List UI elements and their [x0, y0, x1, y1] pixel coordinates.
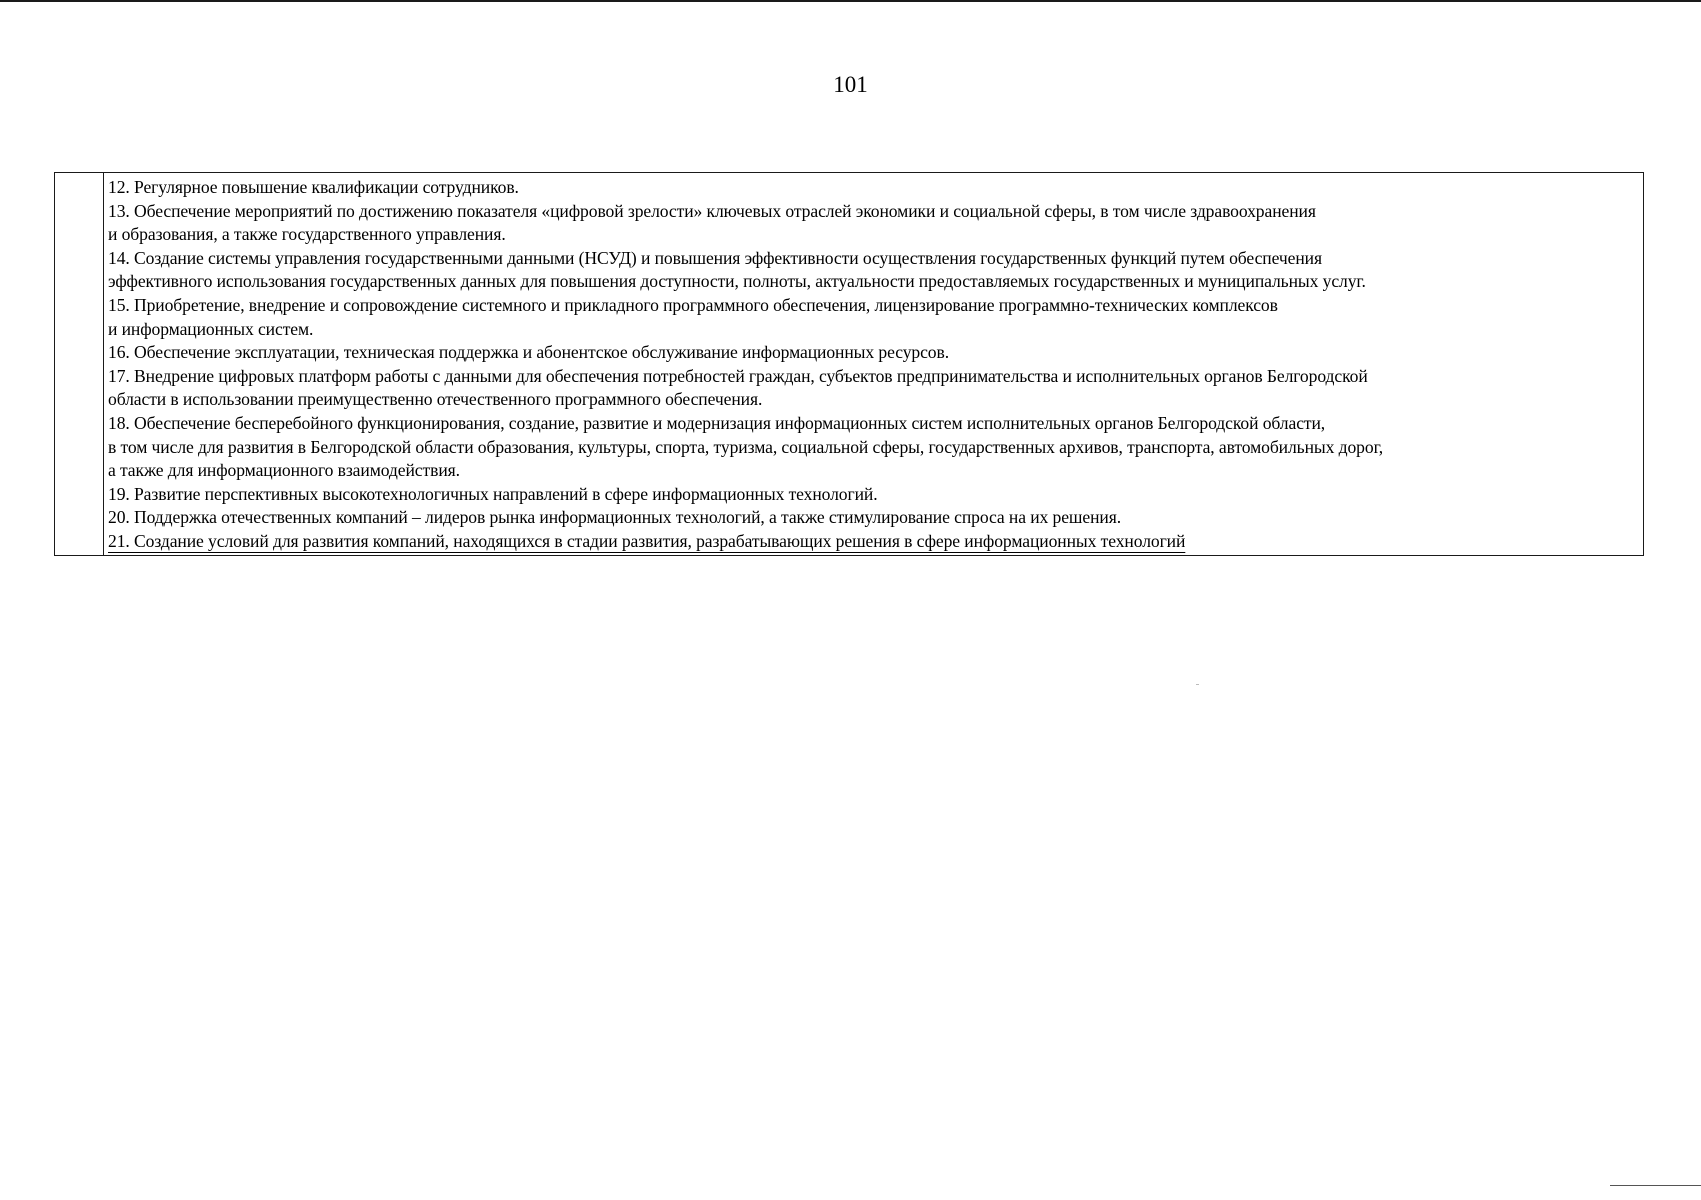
measure-line: 14. Создание системы управления государственными данными (НСУД) и повышения эффективности осуществления государственных функций путем обеспечения: [108, 247, 1322, 268]
scan-artifact: [1196, 684, 1199, 685]
measure-line: области в использовании преимущественно отечественного программного обеспечения.: [108, 389, 763, 410]
measures-list: [104, 173, 1643, 555]
measure-line: 17. Внедрение цифровых платформ работы с данными для обеспечения потребностей граждан, субъектов предпринимательства и исполнительных органов Белгородской: [108, 365, 1368, 386]
measure-line: и образования, а также государственного управления.: [108, 224, 506, 245]
table-cell-measures: [104, 173, 1644, 556]
measures-table: [54, 172, 1644, 556]
measure-line: 16. Обеспечение эксплуатации, техническая поддержка и абонентское обслуживание информационных ресурсов.: [108, 342, 950, 363]
page-number: 101: [833, 72, 868, 97]
table-row: [55, 173, 1644, 556]
measure-line: 15. Приобретение, внедрение и сопровождение системного и прикладного программного обеспечения, лицензирование программно-технических комплексов: [108, 294, 1278, 315]
measure-line: в том числе для развития в Белгородской области образования, культуры, спорта, туризма, социальной сферы, государственных архивов, транспорта, автомобильных дорог,: [108, 436, 1384, 457]
scan-top-edge: [0, 0, 1701, 2]
measure-line: 19. Развитие перспективных высокотехнологичных направлений в сфере информационных технологий.: [108, 483, 878, 504]
table-cell-empty: [55, 173, 104, 556]
measure-line: 12. Регулярное повышение квалификации сотрудников.: [108, 177, 519, 197]
measure-line: и информационных систем.: [108, 318, 314, 339]
measure-line: 13. Обеспечение мероприятий по достижению показателя «цифровой зрелости» ключевых отраслей экономики и социальной сферы, в том числе здравоохранения: [108, 200, 1316, 221]
measure-line: эффективного использования государственных данных для повышения доступности, полноты, актуальности предоставляемых государственных и муниципальных услуг.: [108, 271, 1366, 292]
measure-line: а также для информационного взаимодействия.: [108, 460, 460, 481]
scan-bottom-edge: [1610, 1185, 1701, 1186]
measure-line: 21. Создание условий для развития компаний, находящихся в стадии развития, разрабатывающих решения в сфере информационных технологий: [108, 530, 1186, 551]
measure-line: 20. Поддержка отечественных компаний – лидеров рынка информационных технологий, а также стимулирование спроса на их решения.: [108, 507, 1122, 528]
measure-line: 18. Обеспечение бесперебойного функционирования, создание, развитие и модернизация информационных систем исполнительных органов Белгородской области,: [108, 412, 1326, 433]
